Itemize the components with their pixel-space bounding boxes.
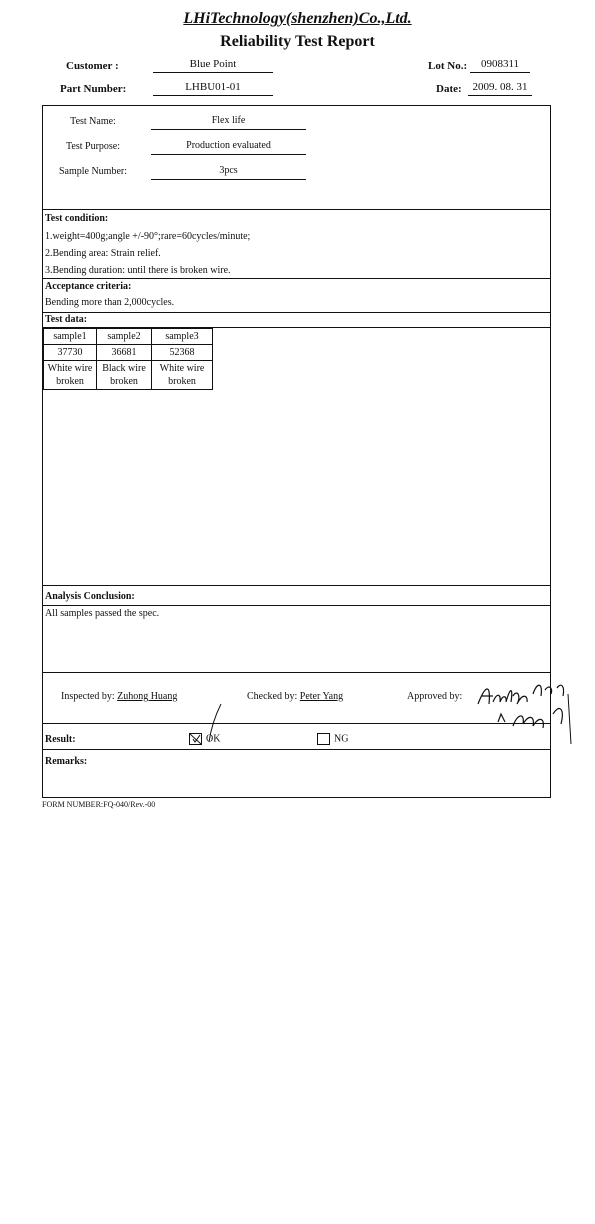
test-data-table <box>43 328 213 390</box>
acceptance-heading: Acceptance criteria: <box>45 281 132 292</box>
test-name-value: Flex life <box>151 115 306 130</box>
report-title: Reliability Test Report <box>220 33 375 50</box>
checked-by <box>247 691 343 702</box>
table-header-cell: sample3 <box>152 329 213 345</box>
date-value: 2009. 08. 31 <box>468 81 532 96</box>
result-ok[interactable] <box>189 733 220 745</box>
acceptance-text: Bending more than 2,000cycles. <box>45 297 175 308</box>
divider <box>43 312 550 313</box>
divider <box>43 278 550 279</box>
ng-label: NG <box>334 733 349 745</box>
test-condition-line: 1.weight=400g;angle +/-90°;rare=60cycles/minute; <box>45 231 251 242</box>
ok-checkbox[interactable] <box>189 733 202 745</box>
table-row <box>44 345 213 361</box>
failure-line: Black wire <box>102 363 146 374</box>
lot-number-value: 0908311 <box>470 58 530 73</box>
analysis-heading: Analysis Conclusion: <box>45 591 135 602</box>
table-cell: 52368 <box>152 345 213 361</box>
test-data-heading: Test data: <box>45 314 88 325</box>
part-number-value: LHBU01-01 <box>153 81 273 96</box>
test-condition-line: 2.Bending area: Strain relief. <box>45 248 161 259</box>
table-header-cell: sample1 <box>44 329 97 345</box>
approver-signature <box>473 674 573 749</box>
failure-line: White wire <box>159 363 205 374</box>
table-header-cell: sample2 <box>97 329 152 345</box>
table-cell: 36681 <box>97 345 152 361</box>
result-label: Result: <box>45 734 76 745</box>
remarks-label: Remarks: <box>45 756 88 767</box>
checkmark-icon <box>190 734 201 744</box>
result-ng[interactable] <box>317 733 348 745</box>
table-row <box>44 329 213 345</box>
report-frame <box>42 105 551 798</box>
divider <box>43 672 550 673</box>
analysis-text: All samples passed the spec. <box>45 608 160 619</box>
part-number-label: Part Number: <box>60 83 127 95</box>
table-row <box>44 361 213 390</box>
form-number: FORM NUMBER:FQ-040/Rev.-00 <box>42 800 156 809</box>
approved-label: Approved by: <box>407 691 463 702</box>
test-name-label: Test Name: <box>70 116 116 127</box>
ng-checkbox[interactable] <box>317 733 330 745</box>
table-cell <box>44 361 97 390</box>
table-cell <box>97 361 152 390</box>
checker-name: Peter Yang <box>299 691 344 702</box>
date-label: Date: <box>436 83 462 95</box>
lot-number-label: Lot No.: <box>428 60 468 72</box>
failure-line: broken <box>168 376 196 387</box>
sample-number-value: 3pcs <box>151 165 306 180</box>
inspected-by <box>61 691 177 702</box>
table-cell: 37730 <box>44 345 97 361</box>
divider <box>43 605 550 606</box>
customer-value: Blue Point <box>153 58 273 73</box>
sample-number-label: Sample Number: <box>58 166 128 177</box>
inspected-label: Inspected by: <box>61 691 115 702</box>
table-cell <box>152 361 213 390</box>
divider <box>43 723 550 724</box>
test-purpose-value: Production evaluated <box>151 140 306 155</box>
failure-line: White wire <box>47 363 93 374</box>
checked-label: Checked by: <box>247 691 298 702</box>
company-name: LHiTechnology(shenzhen)Co.,Ltd. <box>183 10 412 27</box>
failure-line: broken <box>110 376 138 387</box>
customer-label: Customer : <box>66 60 119 72</box>
test-purpose-label: Test Purpose: <box>65 141 121 152</box>
test-condition-line: 3.Bending duration: until there is broken wire. <box>45 265 231 276</box>
ok-label: OK <box>206 733 221 745</box>
divider <box>43 209 550 210</box>
failure-line: broken <box>56 376 84 387</box>
divider <box>43 585 550 586</box>
divider <box>43 749 550 750</box>
inspector-name: Zuhong Huang <box>117 691 178 702</box>
test-condition-heading: Test condition: <box>45 213 109 224</box>
